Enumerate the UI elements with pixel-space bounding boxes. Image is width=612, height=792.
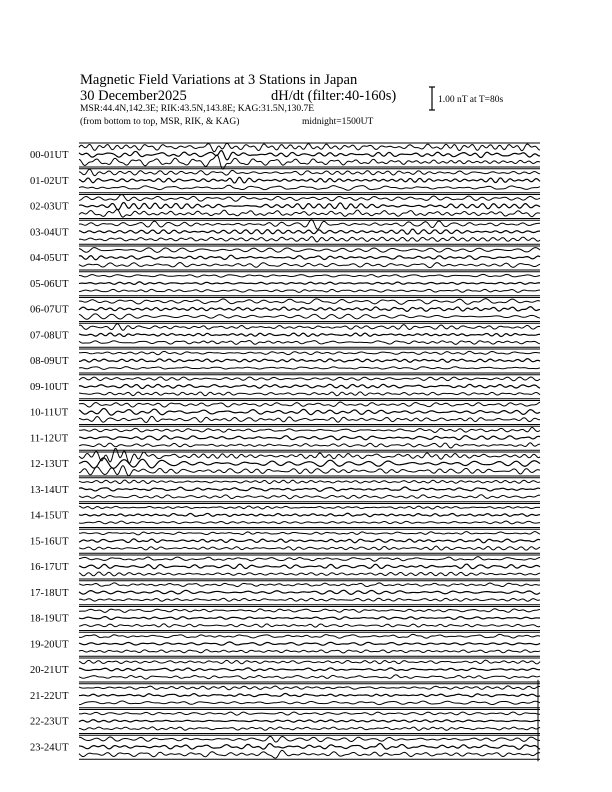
trace-rik [79, 642, 540, 645]
row-label: 17-18UT [30, 587, 69, 599]
hour-row [30, 581, 540, 605]
row-label: 20-21UT [30, 665, 69, 676]
hour-row [30, 735, 540, 759]
trace-msr [79, 185, 540, 190]
trace-msr [79, 701, 540, 705]
trace-msr [79, 598, 540, 601]
trace-kag [79, 402, 540, 407]
hour-row [30, 220, 540, 244]
hour-row [30, 169, 540, 193]
hour-row [30, 710, 540, 734]
trace-msr [79, 727, 540, 730]
row-label: 08-09UT [30, 356, 69, 367]
hour-row [30, 607, 540, 631]
trace-msr [79, 263, 540, 268]
row-label: 10-11UT [30, 407, 69, 419]
hour-row [30, 195, 540, 219]
trace-msr [79, 209, 540, 217]
trace-kag [79, 377, 540, 381]
row-label: 23-24UT [30, 742, 69, 754]
trace-rik [79, 458, 540, 468]
trace-msr [79, 495, 540, 499]
trace-kag [79, 143, 540, 152]
row-label: 05-06UT [30, 278, 69, 290]
trace-rik [79, 668, 540, 671]
trace-kag [79, 686, 540, 690]
trace-rik [79, 255, 540, 260]
trace-kag [79, 220, 540, 229]
trace-rik [79, 539, 540, 543]
trace-msr [79, 392, 540, 396]
row-label: 13-14UT [30, 484, 69, 496]
trace-kag [79, 324, 540, 331]
trace-msr [79, 341, 540, 345]
trace-rik [79, 744, 540, 750]
hour-row [30, 426, 540, 450]
trace-msr [79, 289, 540, 292]
hour-row [30, 684, 540, 708]
row-label: 06-07UT [30, 304, 69, 316]
trace-rik [79, 151, 540, 160]
row-label: 16-17UT [30, 562, 69, 573]
row-label: 07-08UT [30, 330, 69, 342]
scale-bar-label: 1.00 nT at T=80s [438, 95, 504, 105]
trace-kag [79, 557, 540, 562]
row-label: 11-12UT [30, 433, 69, 445]
trace-rik [79, 307, 540, 312]
trace-kag [79, 660, 540, 664]
trace-kag [79, 427, 540, 432]
trace-kag [79, 634, 540, 638]
hour-row [30, 375, 540, 399]
trace-rik [79, 282, 540, 285]
hour-row [30, 349, 540, 373]
row-label: 19-20UT [30, 639, 69, 651]
trace-kag [79, 583, 540, 587]
row-label: 14-15UT [30, 510, 69, 522]
trace-kag [79, 609, 540, 613]
trace-rik [79, 333, 540, 337]
hour-row [30, 298, 540, 322]
trace-msr [79, 466, 540, 476]
trace-kag [79, 736, 540, 742]
trace-msr [79, 237, 540, 242]
row-label: 12-13UT [30, 459, 69, 470]
row-label: 22-23UT [30, 716, 69, 728]
trace-rik [79, 617, 540, 620]
trace-msr [79, 443, 540, 448]
trace-rik [79, 229, 540, 234]
hour-row [30, 555, 540, 579]
stations-label: MSR:44.4N,142.3E; RIK:43.5N,143.8E; KAG:31.5N,130.7E [80, 104, 315, 114]
hour-row [30, 143, 540, 169]
trace-msr [79, 624, 540, 627]
trace-kag [79, 480, 540, 484]
trace-rik [79, 359, 540, 363]
hour-row [30, 272, 540, 296]
trace-rik [79, 487, 540, 491]
row-label: 00-01UT [30, 150, 69, 161]
trace-msr [79, 416, 540, 422]
row-label: 18-19UT [30, 613, 69, 625]
trace-kag [79, 532, 540, 535]
row-label: 04-05UT [30, 253, 69, 264]
trace-msr [79, 521, 540, 524]
trace-rik [79, 202, 540, 209]
hour-row [30, 658, 540, 682]
trace-msr [79, 546, 540, 550]
hour-row [30, 246, 540, 270]
hour-row [30, 449, 540, 476]
trace-msr [79, 572, 540, 576]
hour-row [30, 478, 540, 502]
trace-kag [79, 712, 540, 715]
hour-row [30, 504, 540, 528]
chart-title: Magnetic Field Variations at 3 Stations in Japan [80, 72, 358, 88]
row-label: 21-22UT [30, 690, 69, 702]
trace-kag [79, 351, 540, 354]
trace-kag [79, 248, 540, 253]
trace-rik [79, 590, 540, 594]
row-label: 15-16UT [30, 536, 69, 548]
trace-msr [79, 750, 540, 758]
trace-kag [79, 299, 540, 305]
row-label: 02-03UT [30, 201, 69, 213]
order-label: (from bottom to top, MSR, RIK, & KAG) [80, 117, 240, 127]
hour-row [30, 632, 540, 656]
trace-kag [79, 506, 540, 509]
trace-msr [79, 314, 540, 319]
trace-rik [79, 693, 540, 696]
trace-rik [79, 720, 540, 722]
trace-rik [79, 384, 540, 388]
midnight-label: midnight=1500UT [302, 117, 374, 127]
hour-row [30, 401, 540, 425]
date-label: 30 December2025 [80, 88, 187, 104]
trace-rik [79, 408, 540, 415]
trace-kag [79, 169, 540, 175]
row-label: 09-10UT [30, 381, 69, 393]
trace-rik [79, 436, 540, 440]
scale-bar [429, 87, 435, 110]
trace-msr [79, 650, 540, 653]
trace-rik [79, 513, 540, 516]
row-label: 03-04UT [30, 227, 69, 239]
hour-row [30, 323, 540, 347]
trace-kag [79, 195, 540, 202]
row-label: 01-02UT [30, 175, 69, 187]
trace-rik [79, 564, 540, 569]
trace-msr [79, 367, 540, 370]
quantity-label: dH/dt (filter:40-160s) [271, 88, 397, 104]
trace-msr [79, 675, 540, 679]
hour-row [30, 529, 540, 553]
trace-rik [79, 177, 540, 183]
trace-kag [79, 274, 540, 277]
